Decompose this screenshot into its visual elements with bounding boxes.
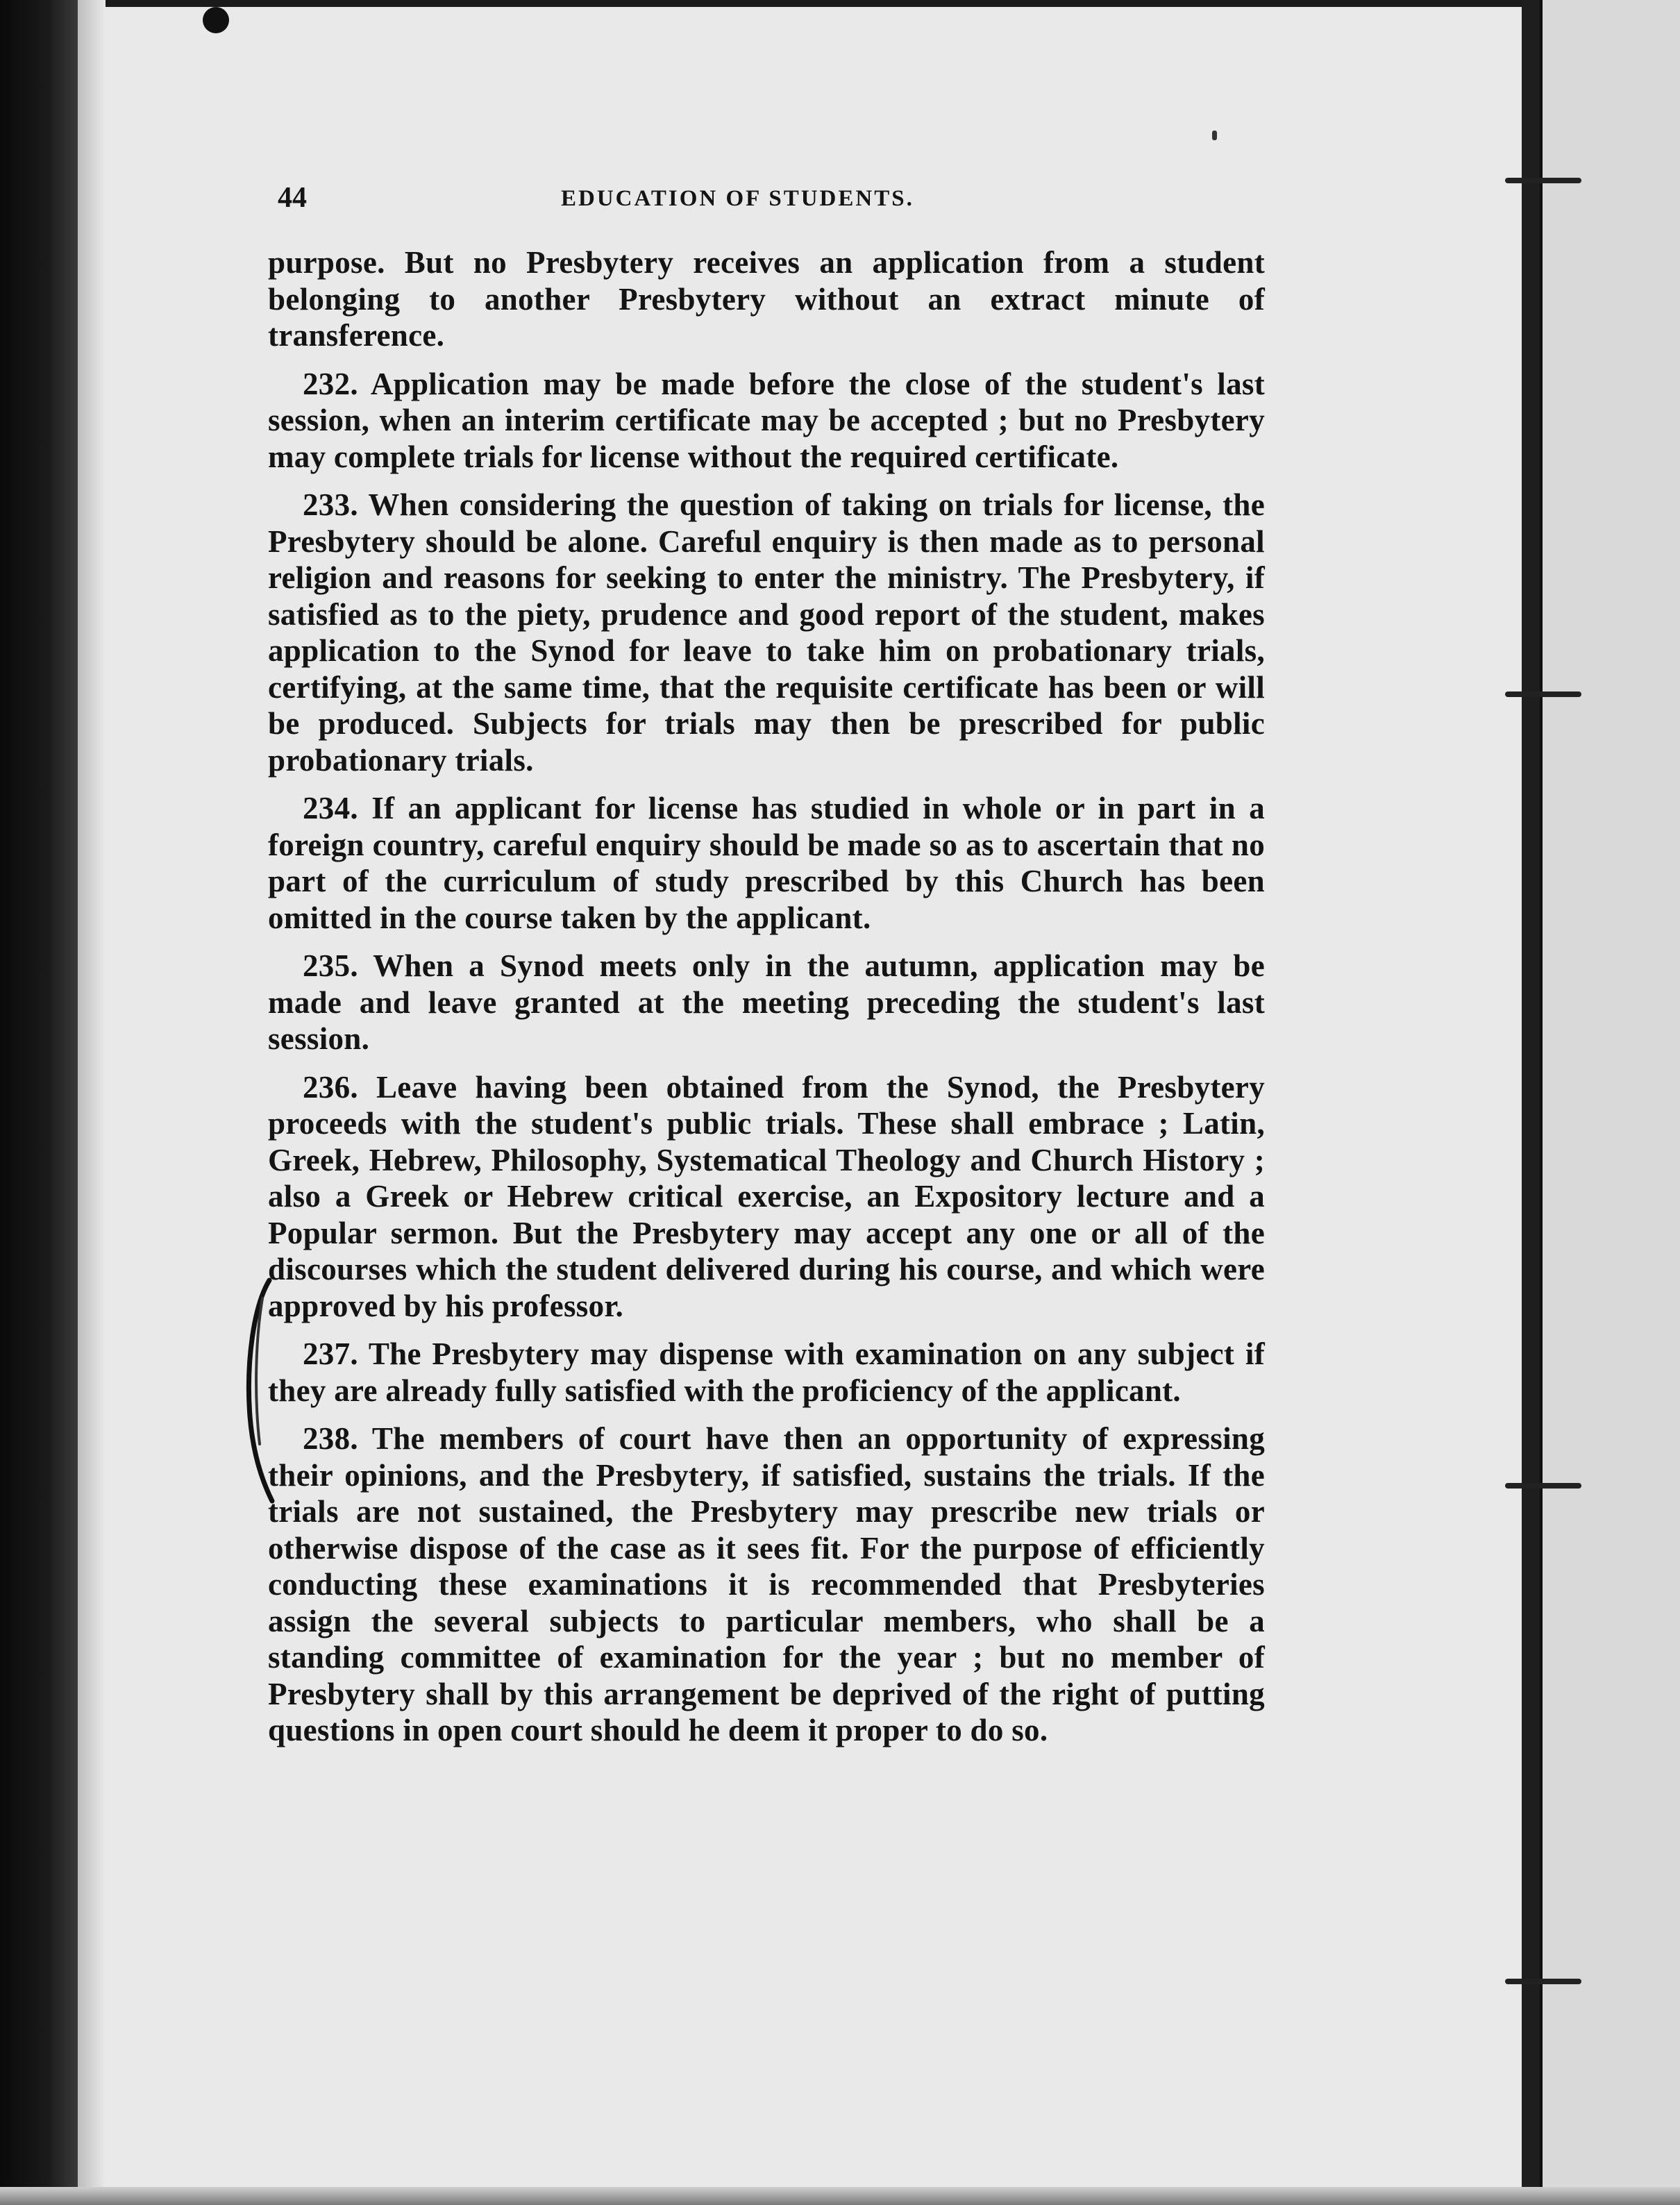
paragraph-235: 235. When a Synod meets only in the autumn, application may be made and leave granted at the meeting preceding the student's last session. — [268, 948, 1265, 1056]
handwritten-bracket-icon — [242, 1277, 283, 1507]
binding-gradient — [78, 0, 106, 2205]
adjacent-page-strip — [1543, 0, 1680, 2205]
page-header-title: EDUCATION OF STUDENTS. — [561, 186, 914, 211]
body-text — [268, 244, 1265, 1761]
page-number: 44 — [278, 182, 307, 214]
edge-tick-mark — [1505, 1483, 1581, 1489]
paragraph-232: 232. Application may be made before the close of the student's last session, when an interim certificate may be accepted ; but no Presbytery may complete trials for license without the required certificate. — [268, 366, 1265, 474]
paragraph-continuation: purpose. But no Presbytery receives an application from a student belonging to another Presbytery without an extract minute of transference. — [268, 245, 1265, 353]
paragraph-234: 234. If an applicant for license has studied in whole or in part in a foreign country, careful enquiry should be made so as to ascertain that no part of the curriculum of study prescribed by this Church has been omitted in the course taken by the applicant. — [268, 791, 1265, 935]
page-bottom-edge — [0, 2187, 1680, 2205]
paragraph-236: 236. Leave having been obtained from the Synod, the Presbytery proceeds with the student's public trials. These shall embrace ; Latin, Greek, Hebrew, Philosophy, Systematical Theology and Church History ; also a Greek or Hebrew critical exercise, an Expository lecture and a Popular sermon. But the Presbytery may accept any one or all of the discourses which the student delivered during his course, and which were approved by his professor. — [268, 1069, 1265, 1323]
paragraph-237: 237. The Presbytery may dispense with examination on any subject if they are already fully satisfied with the proficiency of the applicant. — [268, 1336, 1265, 1408]
page-top-edge — [0, 0, 1680, 7]
ink-blot-icon — [203, 7, 229, 33]
edge-tick-mark — [1505, 691, 1581, 697]
edge-tick-mark — [1505, 1979, 1581, 1984]
edge-tick-mark — [1505, 178, 1581, 183]
running-header — [278, 182, 1261, 214]
paragraph-238: 238. The members of court have then an opportunity of expressing their opinions, and the Presbytery, if satisfied, sustains the trials. If the trials are not sustained, the Presbytery may prescribe new trials or otherwise dispose of the case as it sees fit. For the purpose of efficiently conducting these examinations it is recommended that Presbyteries assign the several subjects to particular members, who shall be a standing committee of examination for the year ; but no member of Presbytery shall by this arrangement be deprived of the right of putting questions in open court should he deem it proper to do so. — [268, 1421, 1265, 1747]
ink-speck-icon — [1212, 131, 1217, 140]
binding-shadow — [0, 0, 78, 2205]
paragraph-233: 233. When considering the question of taking on trials for license, the Presbytery should be alone. Careful enquiry is then made as to personal religion and reasons for seeking to enter the ministry. The Presbytery, if satisfied as to the piety, prudence and good report of the student, makes application to the Synod for leave to take him on probationary trials, certifying, at the same time, that the requisite certificate has been or will be produced. Subjects for trials may then be prescribed for public probationary trials. — [268, 487, 1265, 778]
